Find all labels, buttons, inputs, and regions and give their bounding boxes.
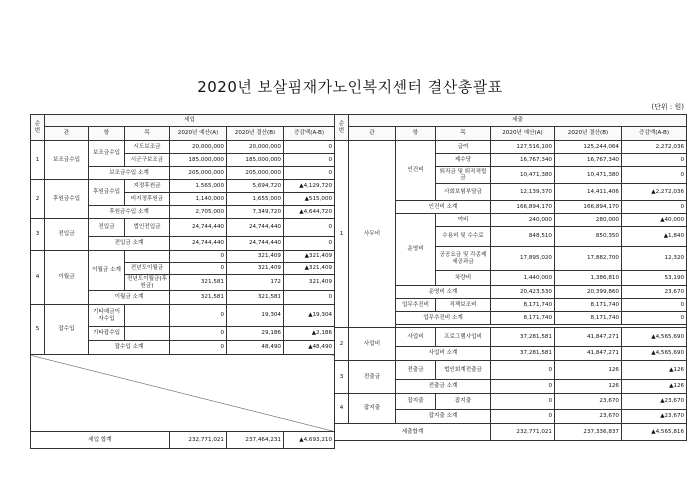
- header-mok: 목: [436, 127, 491, 141]
- revenue-table: [30, 114, 335, 449]
- expense-total-row: 세출합계 232,771,021 237,336,837 ▲4,565,816: [335, 424, 687, 441]
- table-row: 보조금수입 소계 205,000,000 205,000,000 0: [31, 167, 335, 180]
- table-row: 공공요금 및 각종제세공과금 17,895,020 17,882,700 12,320: [335, 247, 687, 271]
- table-row: 1 사무비 인건비 급여 127,516,100 125,244,064 2,272,036: [335, 141, 687, 154]
- table-row: 2 사업비 사업비 프로그램사업비 37,281,581 41,847,271 ▲4,565,690: [335, 328, 687, 347]
- table-row: 사회보험부담금 12,139,370 14,411,406 ▲2,272,036: [335, 184, 687, 201]
- header-hang: 항: [396, 127, 436, 141]
- header-expense: 세출: [349, 115, 687, 127]
- header-hang: 항: [89, 127, 125, 141]
- table-row: 잡지출 소계 0 23,670 ▲23,670: [335, 410, 687, 424]
- header-gwan: 관: [45, 127, 89, 141]
- header-settle: 2020년 결산(B): [227, 127, 284, 141]
- header-no: 순번: [31, 115, 45, 141]
- table-row: 업무추진비 직책보조비 8,171,740 8,171,740 0: [335, 299, 687, 312]
- table-row: 3 전출금 전출금 법인회계전출금 0 126 ▲126: [335, 361, 687, 380]
- table-row: 운영비 여비 240,000 280,000 ▲40,000: [335, 214, 687, 227]
- table-row: 업무추진비 소계 8,171,740 8,171,740 0: [335, 312, 687, 325]
- table-row: 전입금 소계 24,744,440 24,744,440 0: [31, 237, 335, 251]
- header-budget: 2020년 예산(A): [170, 127, 227, 141]
- table-row: 시군구보조금 185,000,000 185,000,000 0: [31, 154, 335, 167]
- table-row: 수용비 및 수수료 848,510 850,350 ▲1,840: [335, 227, 687, 247]
- table-row: 차량비 1,440,000 1,386,810 53,190: [335, 271, 687, 286]
- header-diff: 증감액(A-B): [284, 127, 335, 141]
- table-row: 이월금 소계 321,581 321,581 0: [31, 291, 335, 305]
- table-row: 2 후원금수입 후원금수입 지정후원금 1,565,000 5,694,720 ▲4,129,720: [31, 180, 335, 193]
- header-diff: 증감액(A-B): [622, 127, 687, 141]
- table-row: 기타잡수입 0 29,186 ▲2,186: [31, 327, 335, 341]
- table-row: 3 전입금 전입금 법인전입금 24,744,440 24,744,440 0: [31, 219, 335, 237]
- table-row: 인건비 소계 166,894,170 166,894,170 0: [335, 201, 687, 214]
- page-title: 2020년 보살핌재가노인복지센터 결산총괄표: [197, 78, 503, 96]
- table-row: 5 잡수입 기타예금이자수입 0 19,304 ▲19,304: [31, 305, 335, 327]
- unit-label: (단위 : 원): [651, 103, 684, 111]
- table-row: 퇴직금 및 퇴직적립금 10,471,380 10,471,380 0: [335, 167, 687, 184]
- header-revenue: 세입: [45, 115, 335, 127]
- diagonal-blank-cell: [31, 355, 335, 432]
- revenue-total-label: 세입 합계: [31, 432, 170, 449]
- table-row: 비지정후원금 1,140,000 1,655,000 ▲515,000: [31, 193, 335, 206]
- table-row: 후원금수입 소계 2,705,000 7,349,720 ▲4,644,720: [31, 206, 335, 219]
- expense-table: [334, 114, 687, 441]
- table-row: 제수당 16,767,340 16,767,340 0: [335, 154, 687, 167]
- header-budget: 2020년 예산(A): [491, 127, 555, 141]
- expense-total-label: 세출합계: [335, 424, 491, 441]
- table-row: 전년도이월금(후원금) 321,581 172 321,409: [31, 275, 335, 291]
- revenue-total-row: 세입 합계 232,771,021 237,464,231 ▲4,693,210: [31, 432, 335, 449]
- table-row: 사업비 소계 37,281,581 41,847,271 ▲4,565,690: [335, 347, 687, 361]
- blank-area: [31, 355, 335, 432]
- table-row: 잡수입 소계 0 48,490 ▲48,490: [31, 341, 335, 355]
- table-row: 전출금 소계 0 126 ▲126: [335, 380, 687, 394]
- table-row: 1 보조금수입 보조금수입 시도보조금 20,000,000 20,000,000 0: [31, 141, 335, 154]
- table-row: 4 잡지출 잡지출 잡지출 0 23,670 ▲23,670: [335, 394, 687, 410]
- header-mok: 목: [125, 127, 170, 141]
- table-row: 전년도이월금 0 321,409 ▲321,409: [31, 263, 335, 275]
- header-gwan: 관: [349, 127, 396, 141]
- header-settle: 2020년 결산(B): [555, 127, 622, 141]
- table-row: 운영비 소계 20,423,530 20,399,860 23,670: [335, 286, 687, 299]
- header-no: 순번: [335, 115, 349, 141]
- table-row: 4 이월금 이월금 소계 0 321,409 ▲321,409: [31, 251, 335, 263]
